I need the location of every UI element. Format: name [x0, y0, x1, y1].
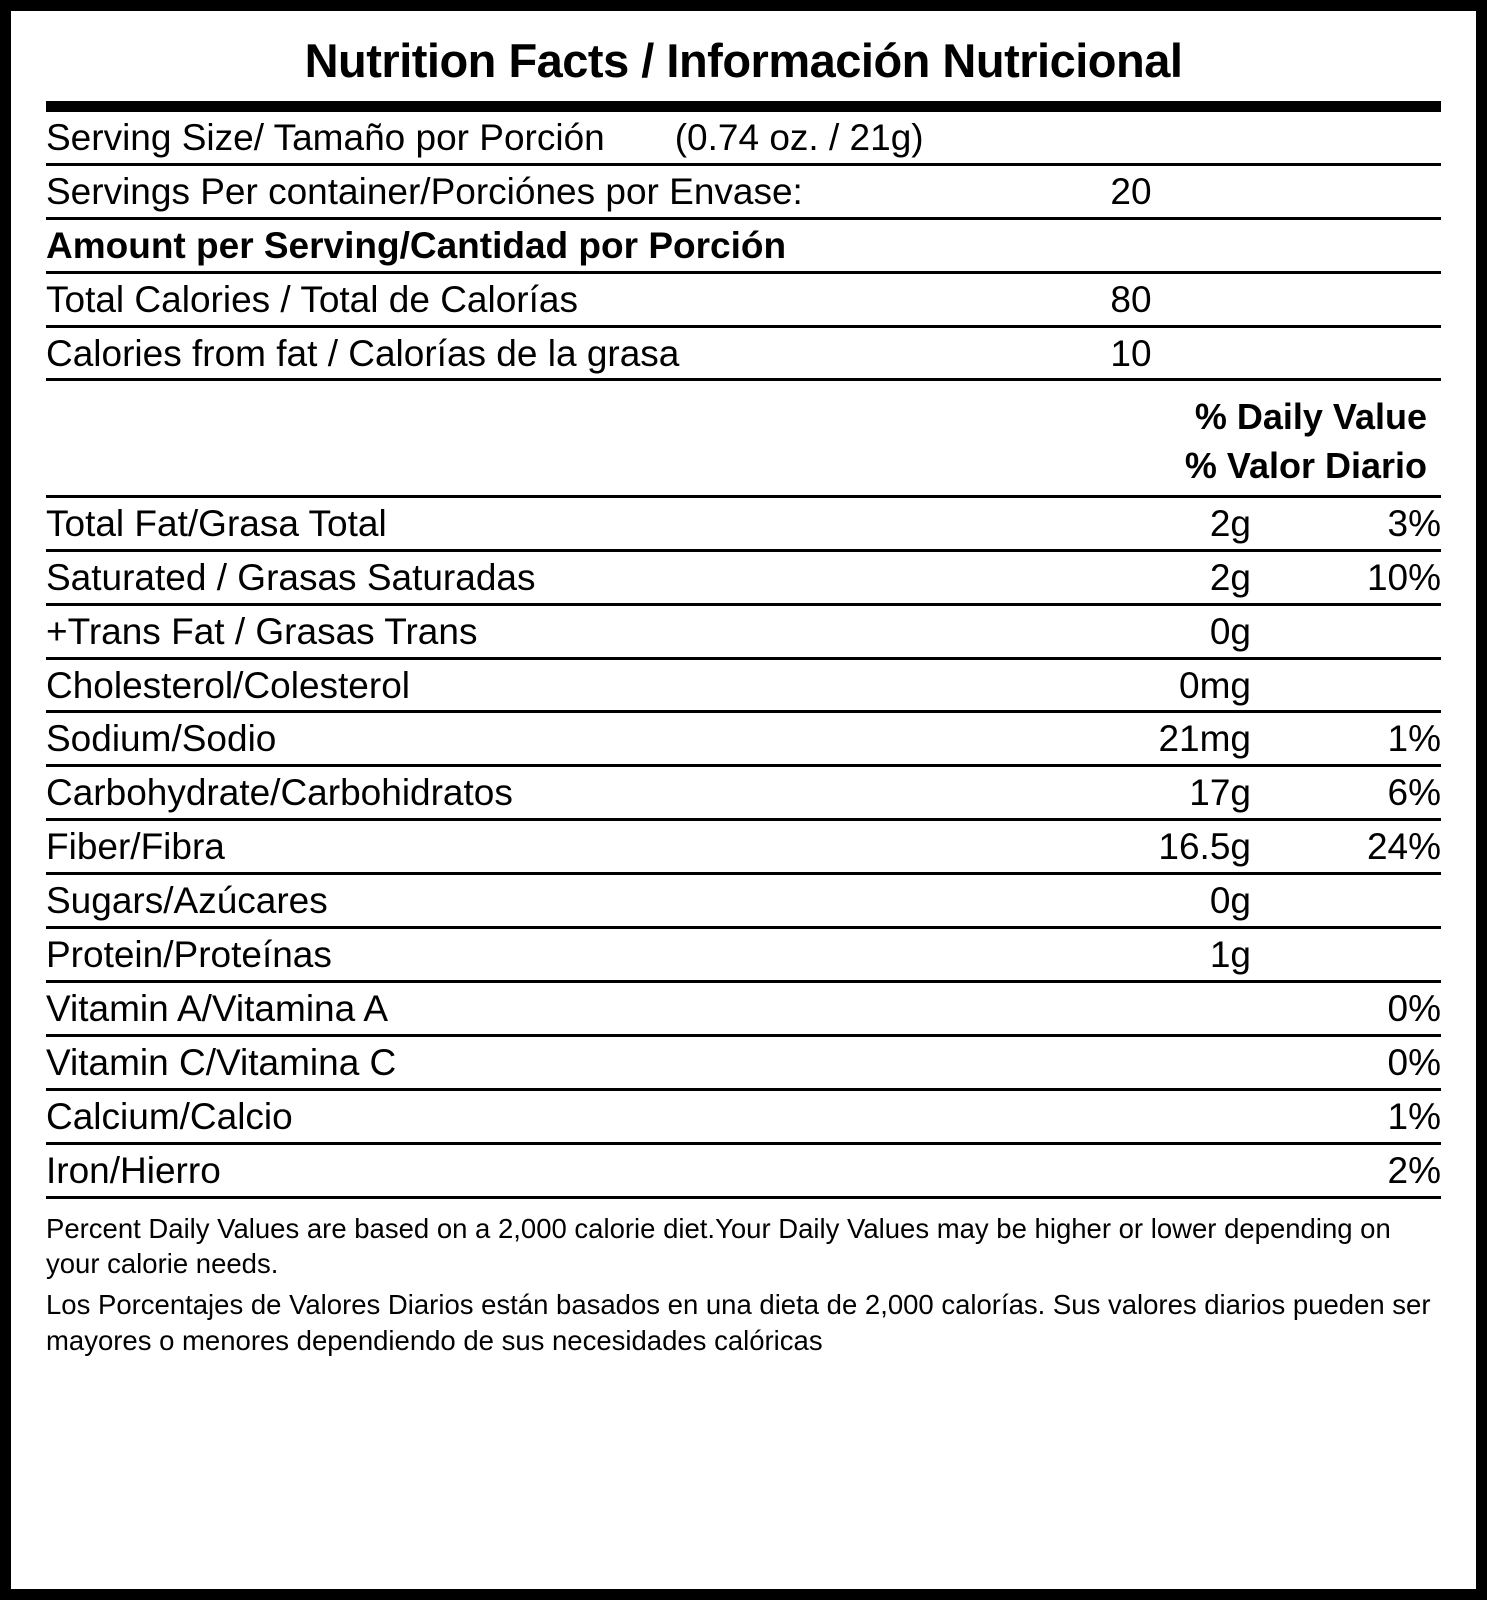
total-calories-row [46, 274, 1441, 325]
table-row [46, 875, 1441, 926]
nutrition-facts-body [11, 11, 1476, 1589]
nutrient-amount: 21mg [1158, 718, 1251, 760]
footnote-en: Percent Daily Values are based on a 2,000 calorie diet.Your Daily Values may be higher or lower depending on your calorie needs. [46, 1213, 1391, 1280]
nutrient-dv: 0% [1387, 988, 1441, 1030]
nutrient-amount: 0g [1209, 880, 1251, 922]
nutrient-amount: 2g [1209, 502, 1251, 544]
table-row [46, 1091, 1441, 1142]
nutrient-name: +Trans Fat / Grasas Trans [46, 610, 478, 652]
nutrient-amount: 2g [1209, 556, 1251, 598]
table-row [46, 1037, 1441, 1088]
nutrient-amount: 0g [1209, 610, 1251, 652]
nutrient-name: Vitamin A/Vitamina A [46, 988, 389, 1030]
table-row [46, 498, 1441, 549]
nutrient-name: Sugars/Azúcares [46, 880, 328, 922]
serving-size-label: Serving Size/ Tamaño por Porción [46, 116, 605, 158]
table-row [46, 929, 1441, 980]
nutrient-amount: 1g [1209, 934, 1251, 976]
nutrient-name: Total Fat/Grasa Total [46, 502, 387, 544]
table-row [46, 767, 1441, 818]
nutrient-amount: 16.5g [1158, 826, 1251, 868]
footnote [46, 1199, 1441, 1364]
nutrient-name: Cholesterol/Colesterol [46, 664, 411, 706]
nutrient-dv: 1% [1387, 1096, 1441, 1138]
daily-value-header-en: % Daily Value [1194, 396, 1427, 438]
calories-from-fat-label: Calories from fat / Calorías de la grasa [46, 332, 680, 374]
calories-from-fat-value: 10 [1110, 332, 1152, 374]
nutrient-name: Iron/Hierro [46, 1150, 221, 1192]
nutrient-dv: 1% [1387, 718, 1441, 760]
table-row [46, 713, 1441, 764]
nutrient-name: Calcium/Calcio [46, 1096, 293, 1138]
serving-size-value: (0.74 oz. / 21g) [674, 116, 924, 158]
total-calories-value: 80 [1110, 278, 1152, 320]
serving-size-row [46, 112, 1441, 163]
table-row [46, 821, 1441, 872]
table-row [46, 660, 1441, 711]
nutrient-dv: 0% [1387, 1042, 1441, 1084]
daily-value-header-es: % Valor Diario [1184, 445, 1427, 487]
calories-from-fat-row [46, 328, 1441, 379]
daily-value-header [46, 381, 1441, 494]
servings-per-container-label: Servings Per container/Porciónes por Envase: [46, 170, 803, 212]
amount-per-serving-label: Amount per Serving/Cantidad por Porción [46, 224, 787, 266]
nutrient-name: Carbohydrate/Carbohidratos [46, 772, 513, 814]
nutrient-amount: 17g [1189, 772, 1251, 814]
nutrient-name: Protein/Proteínas [46, 934, 332, 976]
nutrient-dv: 2% [1387, 1150, 1441, 1192]
nutrient-name: Vitamin C/Vitamina C [46, 1042, 397, 1084]
nutrient-dv: 3% [1387, 502, 1441, 544]
table-row [46, 606, 1441, 657]
nutrient-amount: 0mg [1179, 664, 1251, 706]
nutrient-name: Fiber/Fibra [46, 826, 225, 868]
amount-per-serving-row [46, 220, 1441, 271]
table-row [46, 983, 1441, 1034]
total-calories-label: Total Calories / Total de Calorías [46, 278, 578, 320]
nutrient-dv: 6% [1387, 772, 1441, 814]
label-title: Nutrition Facts / Información Nutricional [304, 34, 1183, 87]
nutrient-name: Saturated / Grasas Saturadas [46, 556, 536, 598]
servings-per-container-value: 20 [1110, 170, 1152, 212]
table-row [46, 1145, 1441, 1196]
nutrient-name: Sodium/Sodio [46, 718, 277, 760]
table-row [46, 552, 1441, 603]
servings-per-container-row [46, 166, 1441, 217]
nutrient-dv: 24% [1366, 826, 1441, 868]
divider-thick-top [46, 101, 1441, 112]
nutrient-dv: 10% [1366, 556, 1441, 598]
footnote-es: Los Porcentajes de Valores Diarios están basados en una dieta de 2,000 calorías. Sus valores diarios pueden ser mayores o menores dependiendo de sus necesidades calóricas [46, 1289, 1431, 1356]
